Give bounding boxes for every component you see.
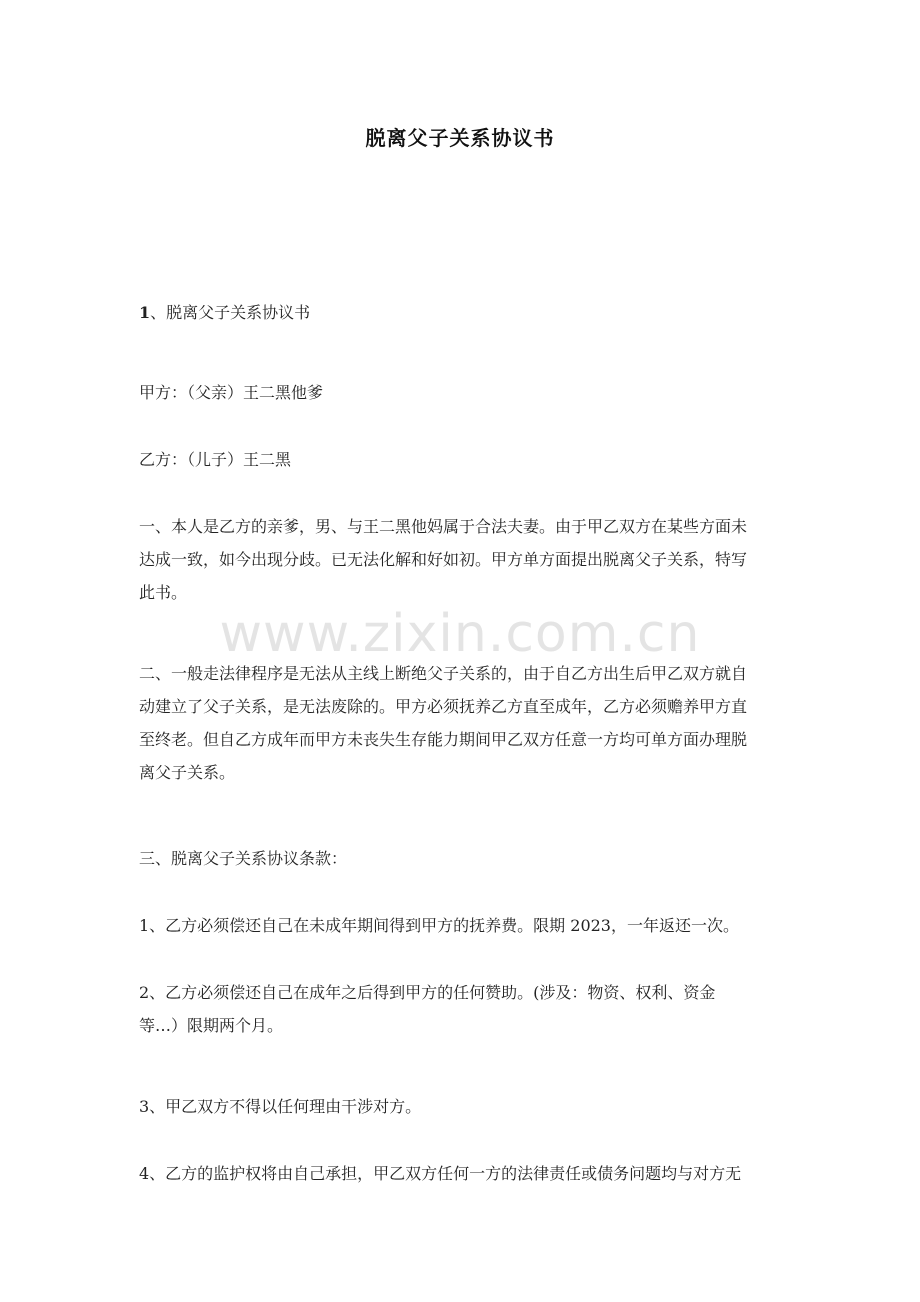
- document-title: 脱离父子关系协议书: [365, 126, 555, 150]
- clause-3: 3、甲乙双方不得以任何理由干涉对方。: [139, 1097, 422, 1116]
- section-heading-number: 1: [139, 303, 151, 322]
- paragraph-3: 三、脱离父子关系协议条款：: [139, 849, 348, 868]
- section-heading: [139, 296, 799, 329]
- paragraph-1-line: 达成一致，如今出现分歧。已无法化解和好如初。甲方单方面提出脱离父子关系，特写: [139, 550, 748, 569]
- paragraph-2-line: 至终老。但自乙方成年而甲方未丧失生存能力期间甲乙双方任意一方均可单方面办理脱: [139, 730, 748, 749]
- paragraph-2-line: 离父子关系。: [139, 763, 236, 782]
- paragraph-1: [139, 510, 799, 609]
- section-heading-text: 、脱离父子关系协议书: [150, 303, 311, 322]
- clause-4: 4、乙方的监护权将由自己承担，甲乙双方任何一方的法律责任或债务问题均与对方无: [139, 1164, 742, 1183]
- party-a-line: 甲方：（父亲）王二黑他爹: [139, 383, 324, 402]
- paragraph-2-line: 动建立了父子关系，是无法废除的。甲方必须抚养乙方直至成年，乙方必须赡养甲方直: [139, 697, 748, 716]
- clause-2: [139, 976, 799, 1042]
- clause-2-line: 2、乙方必须偿还自己在成年之后得到甲方的任何赞助。(涉及：物资、权利、资金: [139, 983, 716, 1002]
- paragraph-1-line: 此书。: [139, 583, 188, 602]
- party-b-line: 乙方：（儿子）王二黑: [139, 450, 292, 469]
- paragraph-2-line: 二、一般走法律程序是无法从主线上断绝父子关系的，由于自乙方出生后甲乙双方就自: [139, 664, 748, 683]
- paragraph-1-line: 一、本人是乙方的亲爹，男、与王二黑他妈属于合法夫妻。由于甲乙双方在某些方面未: [139, 517, 748, 536]
- clause-1: 1、乙方必须偿还自己在未成年期间得到甲方的抚养费。限期 2023，一年返还一次。: [139, 916, 739, 935]
- clause-2-line: 等…）限期两个月。: [139, 1016, 284, 1035]
- watermark: www.zixin.com.cn: [219, 604, 701, 664]
- paragraph-2: [139, 657, 799, 789]
